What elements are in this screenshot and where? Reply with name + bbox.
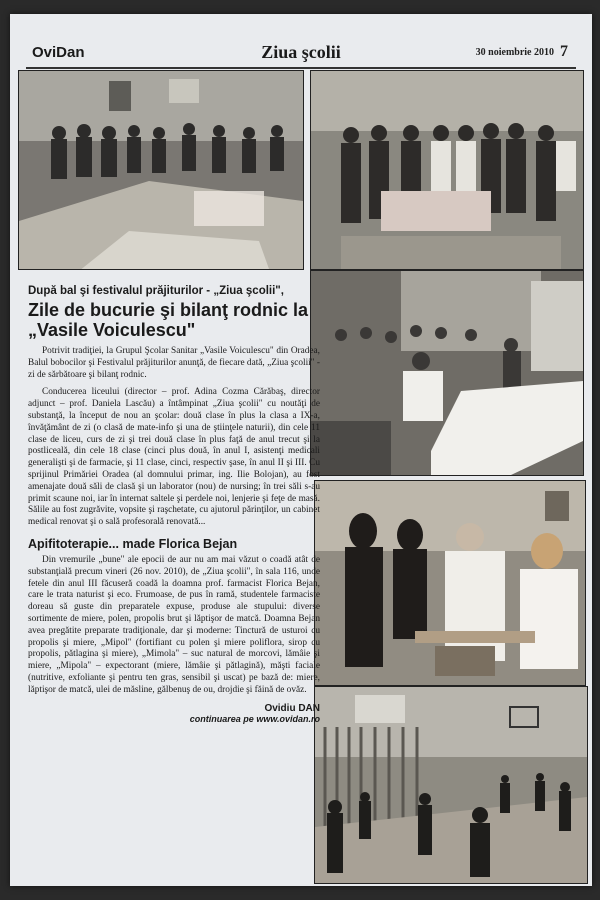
photo-students-group-posing [310, 70, 584, 270]
publication-name: OviDan [32, 44, 85, 61]
page-number: 7 [560, 43, 568, 60]
section-title: Ziua şcolii [261, 42, 341, 62]
article-byline: Ovidiu DAN [264, 702, 320, 714]
article-paragraph: Din vremurile „bune" ale epocii de aur nu am mai văzut o coadă atât de substanţială precum vineri (26 nov. 2010), de „Ziua şcolii", în sala 116, unde fetele din anul III făcuseră coadă la doamna prof. farmacist Florica Bejan, care le trata naturist şi eco. Frumoase, de pus în ramă, studentele farmaciste doreau să guste din preparatele expuse, produse ale stupului: diverse sortimente de miere, polen, propolis brut şi lăptişor de matcă. Doamna Bejan avea pregătite preparate tradiţionale, dar şi moderne: Tinctură de usturoi cu propolis şi miere, „Mipol" (fortifiant cu polen şi miere poliflora, sirop cu propolis, pătlagina şi miere), „Mimola" – suc natural de morcovi, lămâie şi miere, „Mipola" – expectorant (miere, lămâie şi pătlagină), măşti faciale (nutritive, exfoliante şi pentru ten gras, sensibil şi uscat) pe bază de: miere, lăptişor de matcă, ulei de măsline, gălbenuş de ou, drojdie şi făină de ovăz. [28, 554, 320, 695]
article [28, 284, 320, 884]
article-paragraph: Potrivit tradiţiei, la Grupul Şcolar Sanitar „Vasile Voiculescu" din Oradea, Balul bobocilor şi Festivalul prăjiturilor anunţă, de fiecare dată, „Ziua şcolii" - zi de sărbătoare şi bilanţ rodnic. [28, 346, 320, 380]
issue-date: 30 noiembrie 2010 [475, 47, 554, 58]
photo-classroom-desk [310, 270, 584, 476]
continued-link[interactable]: continuarea pe www.ovidan.ro [189, 713, 320, 724]
article-subheadline: Apifitoterapie... made Florica Bejan [28, 536, 238, 551]
article-headline: Zile de bucurie şi bilanţ rodnic la „Vasile Voiculescu" [28, 300, 309, 340]
photo-pharmacy-tasting [314, 480, 586, 686]
page-header [20, 44, 582, 64]
header-rule [26, 67, 576, 69]
article-kicker: După bal şi festivalul prăjiturilor - „Ziua şcolii", [28, 285, 284, 297]
newspaper-page [10, 14, 592, 886]
photo-classroom-students [18, 70, 304, 270]
photo-gym-ball-game [314, 686, 588, 884]
article-paragraph: Conducerea liceului (director – prof. Adina Cozma Cărăbaş, director adjunct – prof. Daniela Lascău) a întâmpinat „Ziua şcolii" cu noutăţi de substanţă, la început de nou an şcolar: două clase în plus la clasa a IX-a, învăţământ de zi (o clasă de mate-info şi una de ştiinţele naturii), din cele 11 clase de liceu, curs de zi şi trei două clase în plus faţă de anul trecut şi la postliceală, din cele 18 clase (cinci plus două, în anul I, asistenţi medicali generalişti şi de farmacie, şi 11 clase, cinci, respectiv şase, în anul II şi III. Cu sprijinul Primăriei Oradea (al domnului primar, ing. Ilie Bolojan), au fost amenajate două săli de clasă şi un laborator (nou) de nursing; în trei săli s-au primit scaune noi, iar în internat saltele şi perdele noi, lenjerie şi feţe de masă. Sălile au fost zugrăvite, vopsite şi raşchetate, cu ajutorul părinţilor, un cabinet medical renovat şi o sală profesorală renovată... [28, 387, 320, 528]
